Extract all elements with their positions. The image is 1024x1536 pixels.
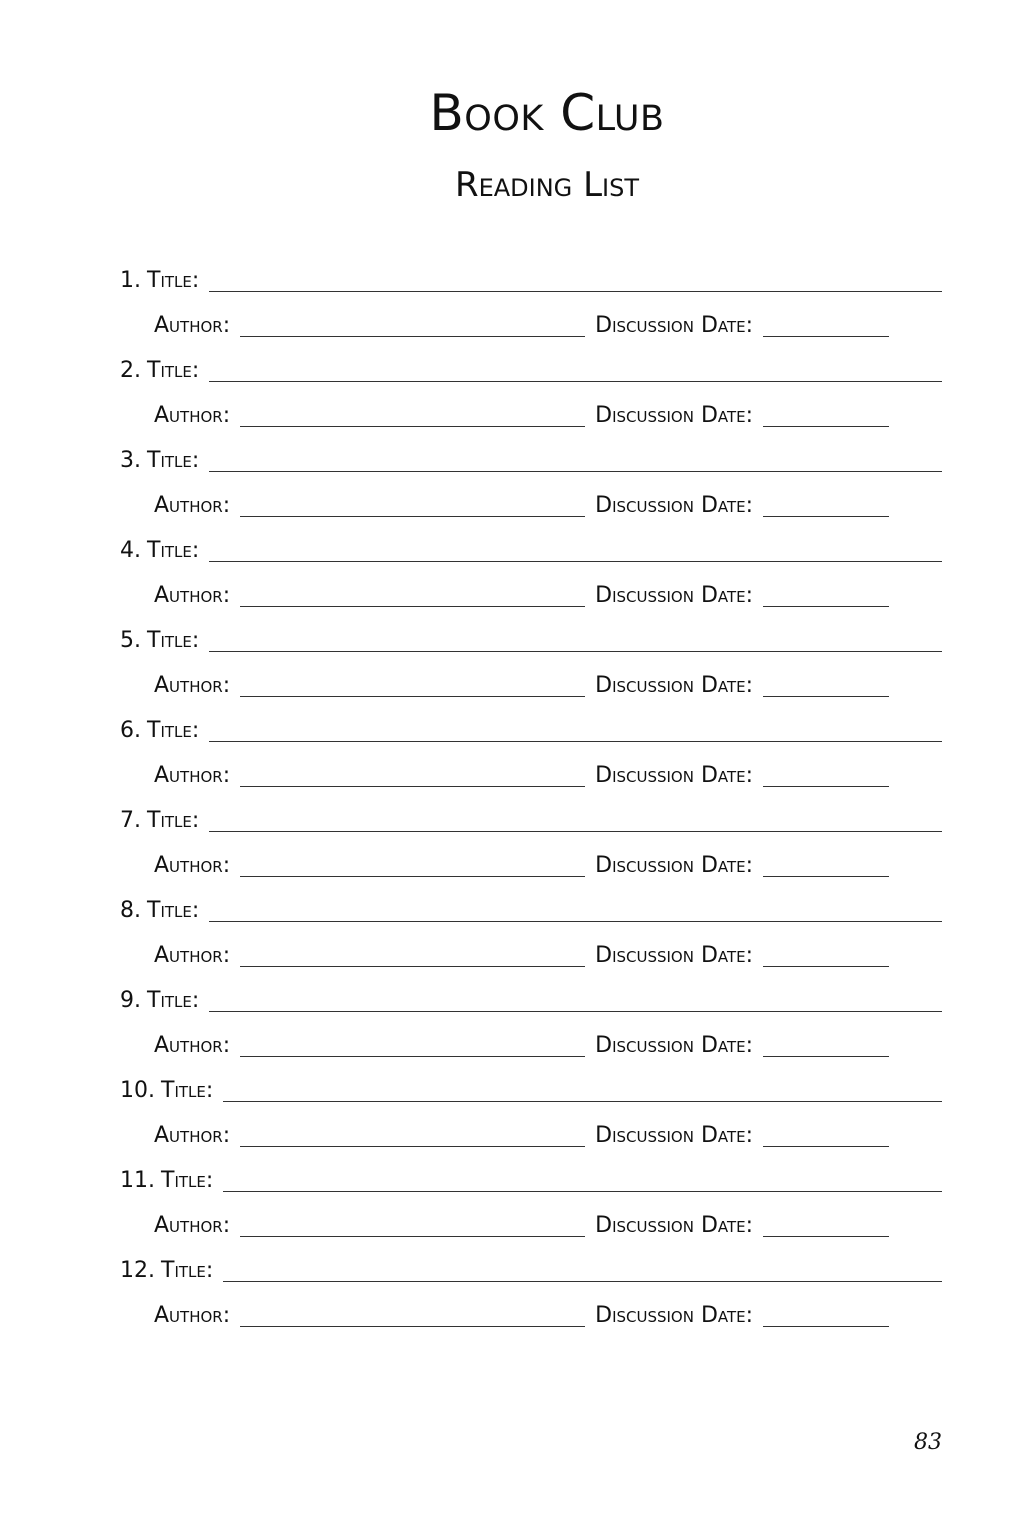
title-blank-line[interactable] <box>209 271 942 292</box>
entry-number: 4. <box>120 538 141 563</box>
discussion-date-label: Discussion Date: <box>595 583 754 608</box>
entry-number: 7. <box>120 808 141 833</box>
discussion-date-label: Discussion Date: <box>595 673 754 698</box>
title-row <box>120 1258 942 1284</box>
title-blank-line[interactable] <box>209 541 942 562</box>
title-blank-line[interactable] <box>223 1261 942 1282</box>
title-blank-line[interactable] <box>209 361 942 382</box>
author-row <box>154 1213 942 1239</box>
list-item <box>0 1158 1024 1248</box>
title-label: Title: <box>147 538 200 563</box>
author-blank-line[interactable] <box>240 496 585 517</box>
list-item <box>0 348 1024 438</box>
discussion-date-blank-line[interactable] <box>763 856 889 877</box>
page-subtitle: Reading List <box>454 165 640 205</box>
author-row <box>154 1123 942 1149</box>
title-row <box>120 538 942 564</box>
author-blank-line[interactable] <box>240 316 585 337</box>
title-row <box>120 1078 942 1104</box>
list-item <box>0 708 1024 798</box>
author-row <box>154 493 942 519</box>
discussion-date-label: Discussion Date: <box>595 493 754 518</box>
title-row <box>120 898 942 924</box>
title-label: Title: <box>147 268 200 293</box>
title-row <box>120 988 942 1014</box>
author-label: Author: <box>154 583 231 608</box>
author-blank-line[interactable] <box>240 946 585 967</box>
discussion-date-label: Discussion Date: <box>595 1123 754 1148</box>
title-blank-line[interactable] <box>223 1171 942 1192</box>
list-item <box>0 258 1024 348</box>
author-blank-line[interactable] <box>240 676 585 697</box>
entry-number: 10. <box>120 1078 155 1103</box>
title-label: Title: <box>161 1258 214 1283</box>
discussion-date-blank-line[interactable] <box>763 946 889 967</box>
discussion-date-blank-line[interactable] <box>763 1126 889 1147</box>
discussion-date-label: Discussion Date: <box>595 1033 754 1058</box>
title-blank-line[interactable] <box>209 631 942 652</box>
discussion-date-label: Discussion Date: <box>595 1213 754 1238</box>
list-item <box>0 528 1024 618</box>
title-label: Title: <box>147 718 200 743</box>
title-label: Title: <box>161 1078 214 1103</box>
discussion-date-blank-line[interactable] <box>763 316 889 337</box>
discussion-date-label: Discussion Date: <box>595 403 754 428</box>
title-blank-line[interactable] <box>209 451 942 472</box>
author-row <box>154 1033 942 1059</box>
list-item <box>0 438 1024 528</box>
entry-number: 8. <box>120 898 141 923</box>
title-row <box>120 448 942 474</box>
list-item <box>0 1068 1024 1158</box>
title-row <box>120 628 942 654</box>
title-label: Title: <box>161 1168 214 1193</box>
title-row <box>120 358 942 384</box>
title-label: Title: <box>147 628 200 653</box>
title-row <box>120 718 942 744</box>
author-label: Author: <box>154 493 231 518</box>
discussion-date-blank-line[interactable] <box>763 1036 889 1057</box>
author-label: Author: <box>154 313 231 338</box>
discussion-date-blank-line[interactable] <box>763 676 889 697</box>
page-title: Book Club <box>429 84 665 142</box>
discussion-date-label: Discussion Date: <box>595 943 754 968</box>
list-item <box>0 978 1024 1068</box>
title-blank-line[interactable] <box>223 1081 942 1102</box>
author-label: Author: <box>154 1213 231 1238</box>
author-blank-line[interactable] <box>240 1036 585 1057</box>
title-row <box>120 268 942 294</box>
author-row <box>154 943 942 969</box>
author-row <box>154 763 942 789</box>
author-label: Author: <box>154 673 231 698</box>
author-blank-line[interactable] <box>240 1216 585 1237</box>
author-label: Author: <box>154 1303 231 1328</box>
entry-number: 9. <box>120 988 141 1013</box>
title-label: Title: <box>147 988 200 1013</box>
title-row <box>120 808 942 834</box>
author-blank-line[interactable] <box>240 1126 585 1147</box>
discussion-date-blank-line[interactable] <box>763 1306 889 1327</box>
discussion-date-blank-line[interactable] <box>763 496 889 517</box>
author-blank-line[interactable] <box>240 1306 585 1327</box>
title-blank-line[interactable] <box>209 721 942 742</box>
author-row <box>154 853 942 879</box>
entry-number: 2. <box>120 358 141 383</box>
title-label: Title: <box>147 448 200 473</box>
list-item <box>0 798 1024 888</box>
author-label: Author: <box>154 763 231 788</box>
page-number: 83 <box>914 1430 942 1455</box>
title-blank-line[interactable] <box>209 991 942 1012</box>
author-blank-line[interactable] <box>240 766 585 787</box>
entry-number: 6. <box>120 718 141 743</box>
author-row <box>154 673 942 699</box>
author-row <box>154 1303 942 1329</box>
discussion-date-label: Discussion Date: <box>595 1303 754 1328</box>
author-label: Author: <box>154 853 231 878</box>
discussion-date-blank-line[interactable] <box>763 1216 889 1237</box>
entry-number: 11. <box>120 1168 155 1193</box>
title-label: Title: <box>147 898 200 923</box>
title-label: Title: <box>147 358 200 383</box>
discussion-date-blank-line[interactable] <box>763 406 889 427</box>
author-label: Author: <box>154 943 231 968</box>
discussion-date-blank-line[interactable] <box>763 586 889 607</box>
author-blank-line[interactable] <box>240 406 585 427</box>
author-row <box>154 583 942 609</box>
title-blank-line[interactable] <box>209 811 942 832</box>
title-blank-line[interactable] <box>209 901 942 922</box>
discussion-date-label: Discussion Date: <box>595 853 754 878</box>
author-blank-line[interactable] <box>240 586 585 607</box>
author-label: Author: <box>154 403 231 428</box>
entry-number: 5. <box>120 628 141 653</box>
author-label: Author: <box>154 1033 231 1058</box>
entry-number: 3. <box>120 448 141 473</box>
list-item <box>0 888 1024 978</box>
title-row <box>120 1168 942 1194</box>
discussion-date-label: Discussion Date: <box>595 763 754 788</box>
author-row <box>154 403 942 429</box>
author-blank-line[interactable] <box>240 856 585 877</box>
list-item <box>0 618 1024 708</box>
discussion-date-label: Discussion Date: <box>595 313 754 338</box>
author-row <box>154 313 942 339</box>
author-label: Author: <box>154 1123 231 1148</box>
list-item <box>0 1248 1024 1338</box>
entry-number: 1. <box>120 268 141 293</box>
reading-list <box>0 258 1024 1338</box>
discussion-date-blank-line[interactable] <box>763 766 889 787</box>
entry-number: 12. <box>120 1258 155 1283</box>
title-label: Title: <box>147 808 200 833</box>
